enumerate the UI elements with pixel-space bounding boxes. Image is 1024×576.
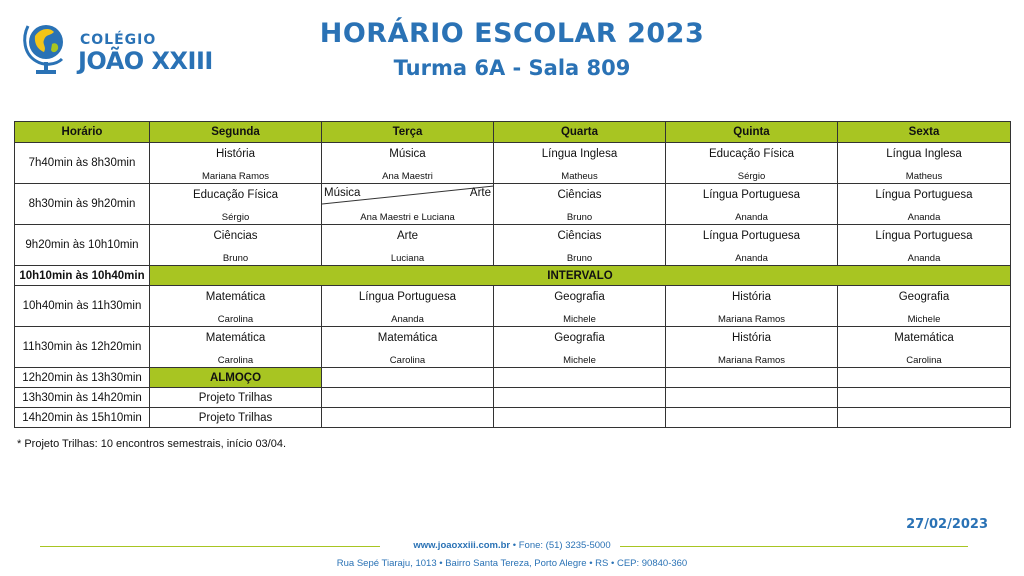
empty-cell: [322, 408, 494, 428]
header-friday: Sexta: [838, 122, 1011, 143]
lunch-label: ALMOÇO: [150, 368, 322, 388]
time-slot: 14h20min às 15h10min: [15, 408, 150, 428]
time-slot: 8h30min às 9h20min: [15, 184, 150, 225]
schedule-cell: [494, 143, 666, 184]
teacher: Carolina: [217, 355, 254, 366]
empty-cell: [494, 388, 666, 408]
subject: Arte: [396, 230, 419, 242]
empty-cell: [666, 408, 838, 428]
teacher: Mariana Ramos: [717, 314, 786, 325]
schedule-cell: [150, 327, 322, 368]
teacher: Sérgio: [737, 171, 766, 182]
schedule-cell: [838, 286, 1011, 327]
subject: Matemática: [894, 332, 954, 344]
table-row: [15, 184, 1011, 225]
subject: História: [732, 332, 771, 344]
time-slot: 7h40min às 8h30min: [15, 143, 150, 184]
table-row: [15, 408, 1011, 428]
logo-text-top: COLÉGIO: [80, 32, 157, 48]
subject-left: Música: [324, 187, 361, 199]
subject: Ciências: [557, 189, 602, 201]
teacher: Ananda: [735, 212, 768, 223]
subject: Língua Portuguesa: [875, 230, 973, 242]
schedule-cell: [494, 286, 666, 327]
footnote: * Projeto Trilhas: 10 encontros semestrais, início 03/04.: [17, 438, 287, 450]
schedule-cell: [666, 143, 838, 184]
teacher: Michele: [563, 314, 596, 325]
subject: Língua Portuguesa: [702, 230, 801, 242]
subject: Ciências: [557, 230, 602, 242]
subject: Língua Portuguesa: [702, 189, 801, 201]
schedule-cell: [150, 286, 322, 327]
header-tuesday: Terça: [322, 122, 494, 143]
teacher: Sérgio: [221, 212, 250, 223]
subject: Geografia: [898, 291, 950, 303]
subject: Educação Física: [192, 189, 278, 201]
header-thursday: Quinta: [666, 122, 838, 143]
teacher: Ananda: [735, 253, 768, 264]
header-monday: Segunda: [150, 122, 322, 143]
teacher: Ananda: [907, 253, 941, 264]
table-row: [15, 388, 1011, 408]
schedule-cell: [494, 184, 666, 225]
schedule-cell: [150, 184, 322, 225]
schedule-cell: [322, 286, 494, 327]
schedule-cell: [494, 225, 666, 266]
header-row: [15, 122, 1011, 143]
break-label: INTERVALO: [150, 266, 1011, 286]
teacher: Bruno: [566, 253, 593, 264]
schedule-cell: [666, 184, 838, 225]
empty-cell: [322, 368, 494, 388]
subject: Matemática: [377, 332, 438, 344]
teacher: Ananda: [391, 314, 424, 325]
header-wednesday: Quarta: [494, 122, 666, 143]
time-slot: 10h10min às 10h40min: [15, 266, 150, 286]
schedule-cell: [322, 225, 494, 266]
footer-phone: • Fone: (51) 3235-5000: [512, 540, 611, 551]
schedule-cell: [494, 327, 666, 368]
header-time: Horário: [15, 122, 150, 143]
empty-cell: [322, 388, 494, 408]
teacher: Michele: [563, 355, 596, 366]
subject: História: [216, 148, 255, 160]
schedule-cell: [322, 327, 494, 368]
empty-cell: [666, 388, 838, 408]
schedule-cell: [666, 327, 838, 368]
teacher: Carolina: [217, 314, 254, 325]
schedule-cell: [666, 225, 838, 266]
break-row: [15, 266, 1011, 286]
subject: História: [732, 291, 771, 303]
subject: Língua Inglesa: [541, 148, 618, 160]
teacher: Michele: [907, 314, 941, 325]
teacher: Matheus: [905, 171, 943, 182]
empty-cell: [838, 368, 1011, 388]
document-date: 27/02/2023: [906, 517, 988, 532]
schedule-cell: [838, 327, 1011, 368]
empty-cell: [838, 408, 1011, 428]
subject: Língua Inglesa: [886, 148, 962, 160]
empty-cell: [494, 408, 666, 428]
project-cell: Projeto Trilhas: [150, 408, 322, 428]
subject: Ciências: [213, 230, 258, 242]
schedule-cell: [150, 143, 322, 184]
subject: Educação Física: [708, 148, 794, 160]
table-row: [15, 286, 1011, 327]
logo-text-main: JOÃO XXIII: [78, 47, 213, 75]
schedule-cell: [838, 184, 1011, 225]
teacher: Mariana Ramos: [717, 355, 786, 366]
subject-right: Arte: [469, 187, 491, 199]
project-cell: Projeto Trilhas: [150, 388, 322, 408]
split-schedule-cell: [322, 184, 494, 225]
table-row: [15, 327, 1011, 368]
empty-cell: [838, 388, 1011, 408]
lunch-row: [15, 368, 1011, 388]
schedule-table: [14, 121, 1011, 428]
teacher: Carolina: [389, 355, 426, 366]
schedule-cell: [838, 143, 1011, 184]
footer-address: Rua Sepé Tiaraju, 1013 • Bairro Santa Tereza, Porto Alegre • RS • CEP: 90840-360: [336, 558, 688, 569]
table-row: [15, 143, 1011, 184]
empty-cell: [666, 368, 838, 388]
footer-contact: [0, 540, 1024, 551]
subject: Geografia: [554, 332, 605, 344]
teacher: Luciana: [390, 253, 425, 264]
schedule-cell: [838, 225, 1011, 266]
teacher: Ana Maestri e Luciana: [360, 212, 455, 223]
teacher: Ana Maestri: [382, 171, 433, 182]
subject: Matemática: [205, 291, 266, 303]
time-slot: 12h20min às 13h30min: [15, 368, 150, 388]
subject: Geografia: [554, 291, 605, 303]
time-slot: 11h30min às 12h20min: [15, 327, 150, 368]
subject: Música: [389, 148, 426, 160]
schedule-cell: [666, 286, 838, 327]
subject: Matemática: [205, 332, 266, 344]
table-row: [15, 225, 1011, 266]
page-title: HORÁRIO ESCOLAR 2023: [319, 18, 705, 49]
teacher: Ananda: [907, 212, 941, 223]
teacher: Matheus: [561, 171, 598, 182]
time-slot: 9h20min às 10h10min: [15, 225, 150, 266]
teacher: Carolina: [906, 355, 942, 366]
schedule-cell: [150, 225, 322, 266]
page-subtitle: Turma 6A - Sala 809: [393, 56, 631, 80]
teacher: Bruno: [222, 253, 249, 264]
teacher: Bruno: [566, 212, 593, 223]
time-slot: 13h30min às 14h20min: [15, 388, 150, 408]
footer-website[interactable]: www.joaoxxiii.com.br: [413, 540, 511, 551]
subject: Língua Portuguesa: [875, 189, 973, 201]
schedule-cell: [322, 143, 494, 184]
time-slot: 10h40min às 11h30min: [15, 286, 150, 327]
empty-cell: [494, 368, 666, 388]
teacher: Mariana Ramos: [201, 171, 270, 182]
subject: Língua Portuguesa: [358, 291, 457, 303]
